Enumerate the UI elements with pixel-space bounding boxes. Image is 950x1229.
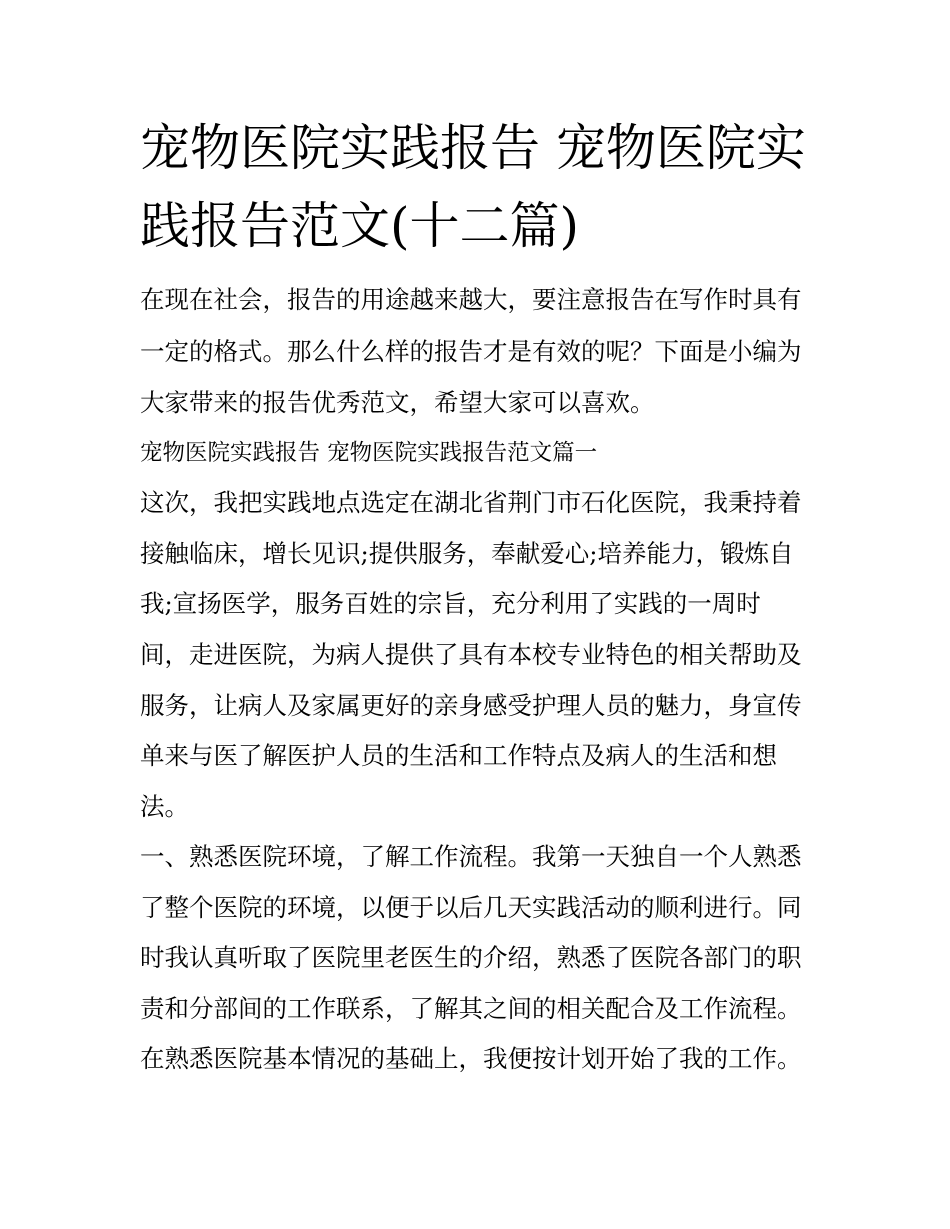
paragraph-line: 一定的格式。那么什么样的报告才是有效的呢？下面是小编为: [140, 337, 802, 366]
paragraph-line: 在熟悉医院基本情况的基础上，我便按计划开始了我的工作。: [140, 1044, 802, 1073]
paragraph-line: 服务，让病人及家属更好的亲身感受护理人员的魅力，身宣传: [140, 691, 802, 720]
paragraph-line: 间，走进医院，为病人提供了具有本校专业特色的相关帮助及: [140, 640, 802, 669]
paragraph-line: 单来与医了解医护人员的生活和工作特点及病人的生活和想: [140, 741, 777, 770]
paragraph-line: 一、熟悉医院环境，了解工作流程。我第一天独自一个人熟悉: [140, 842, 802, 871]
paragraph-line: 法。: [140, 792, 189, 821]
paragraph-line: 这次，我把实践地点选定在湖北省荆门市石化医院，我秉持着: [140, 488, 802, 517]
document-title-line-1: 宠物医院实践报告 宠物医院实: [140, 119, 806, 177]
paragraph-line: 了整个医院的环境，以便于以后几天实践活动的顺利进行。同: [140, 893, 802, 922]
paragraph-line: 大家带来的报告优秀范文，希望大家可以喜欢。: [140, 388, 655, 417]
paragraph-line: 责和分部间的工作联系，了解其之间的相关配合及工作流程。: [140, 994, 802, 1023]
document-title-line-2: 践报告范文(十二篇): [140, 197, 580, 255]
paragraph-line: 在现在社会，报告的用途越来越大，要注意报告在写作时具有: [140, 285, 802, 314]
paragraph-line: 我;宣扬医学，服务百姓的宗旨，充分利用了实践的一周时: [140, 589, 761, 618]
paragraph-line: 接触临床，增长见识;提供服务，奉献爱心;培养能力，锻炼自: [140, 539, 794, 568]
section-heading: 宠物医院实践报告 宠物医院实践报告范文篇一: [140, 440, 598, 466]
paragraph-line: 时我认真听取了医院里老医生的介绍，熟悉了医院各部门的职: [140, 943, 802, 972]
